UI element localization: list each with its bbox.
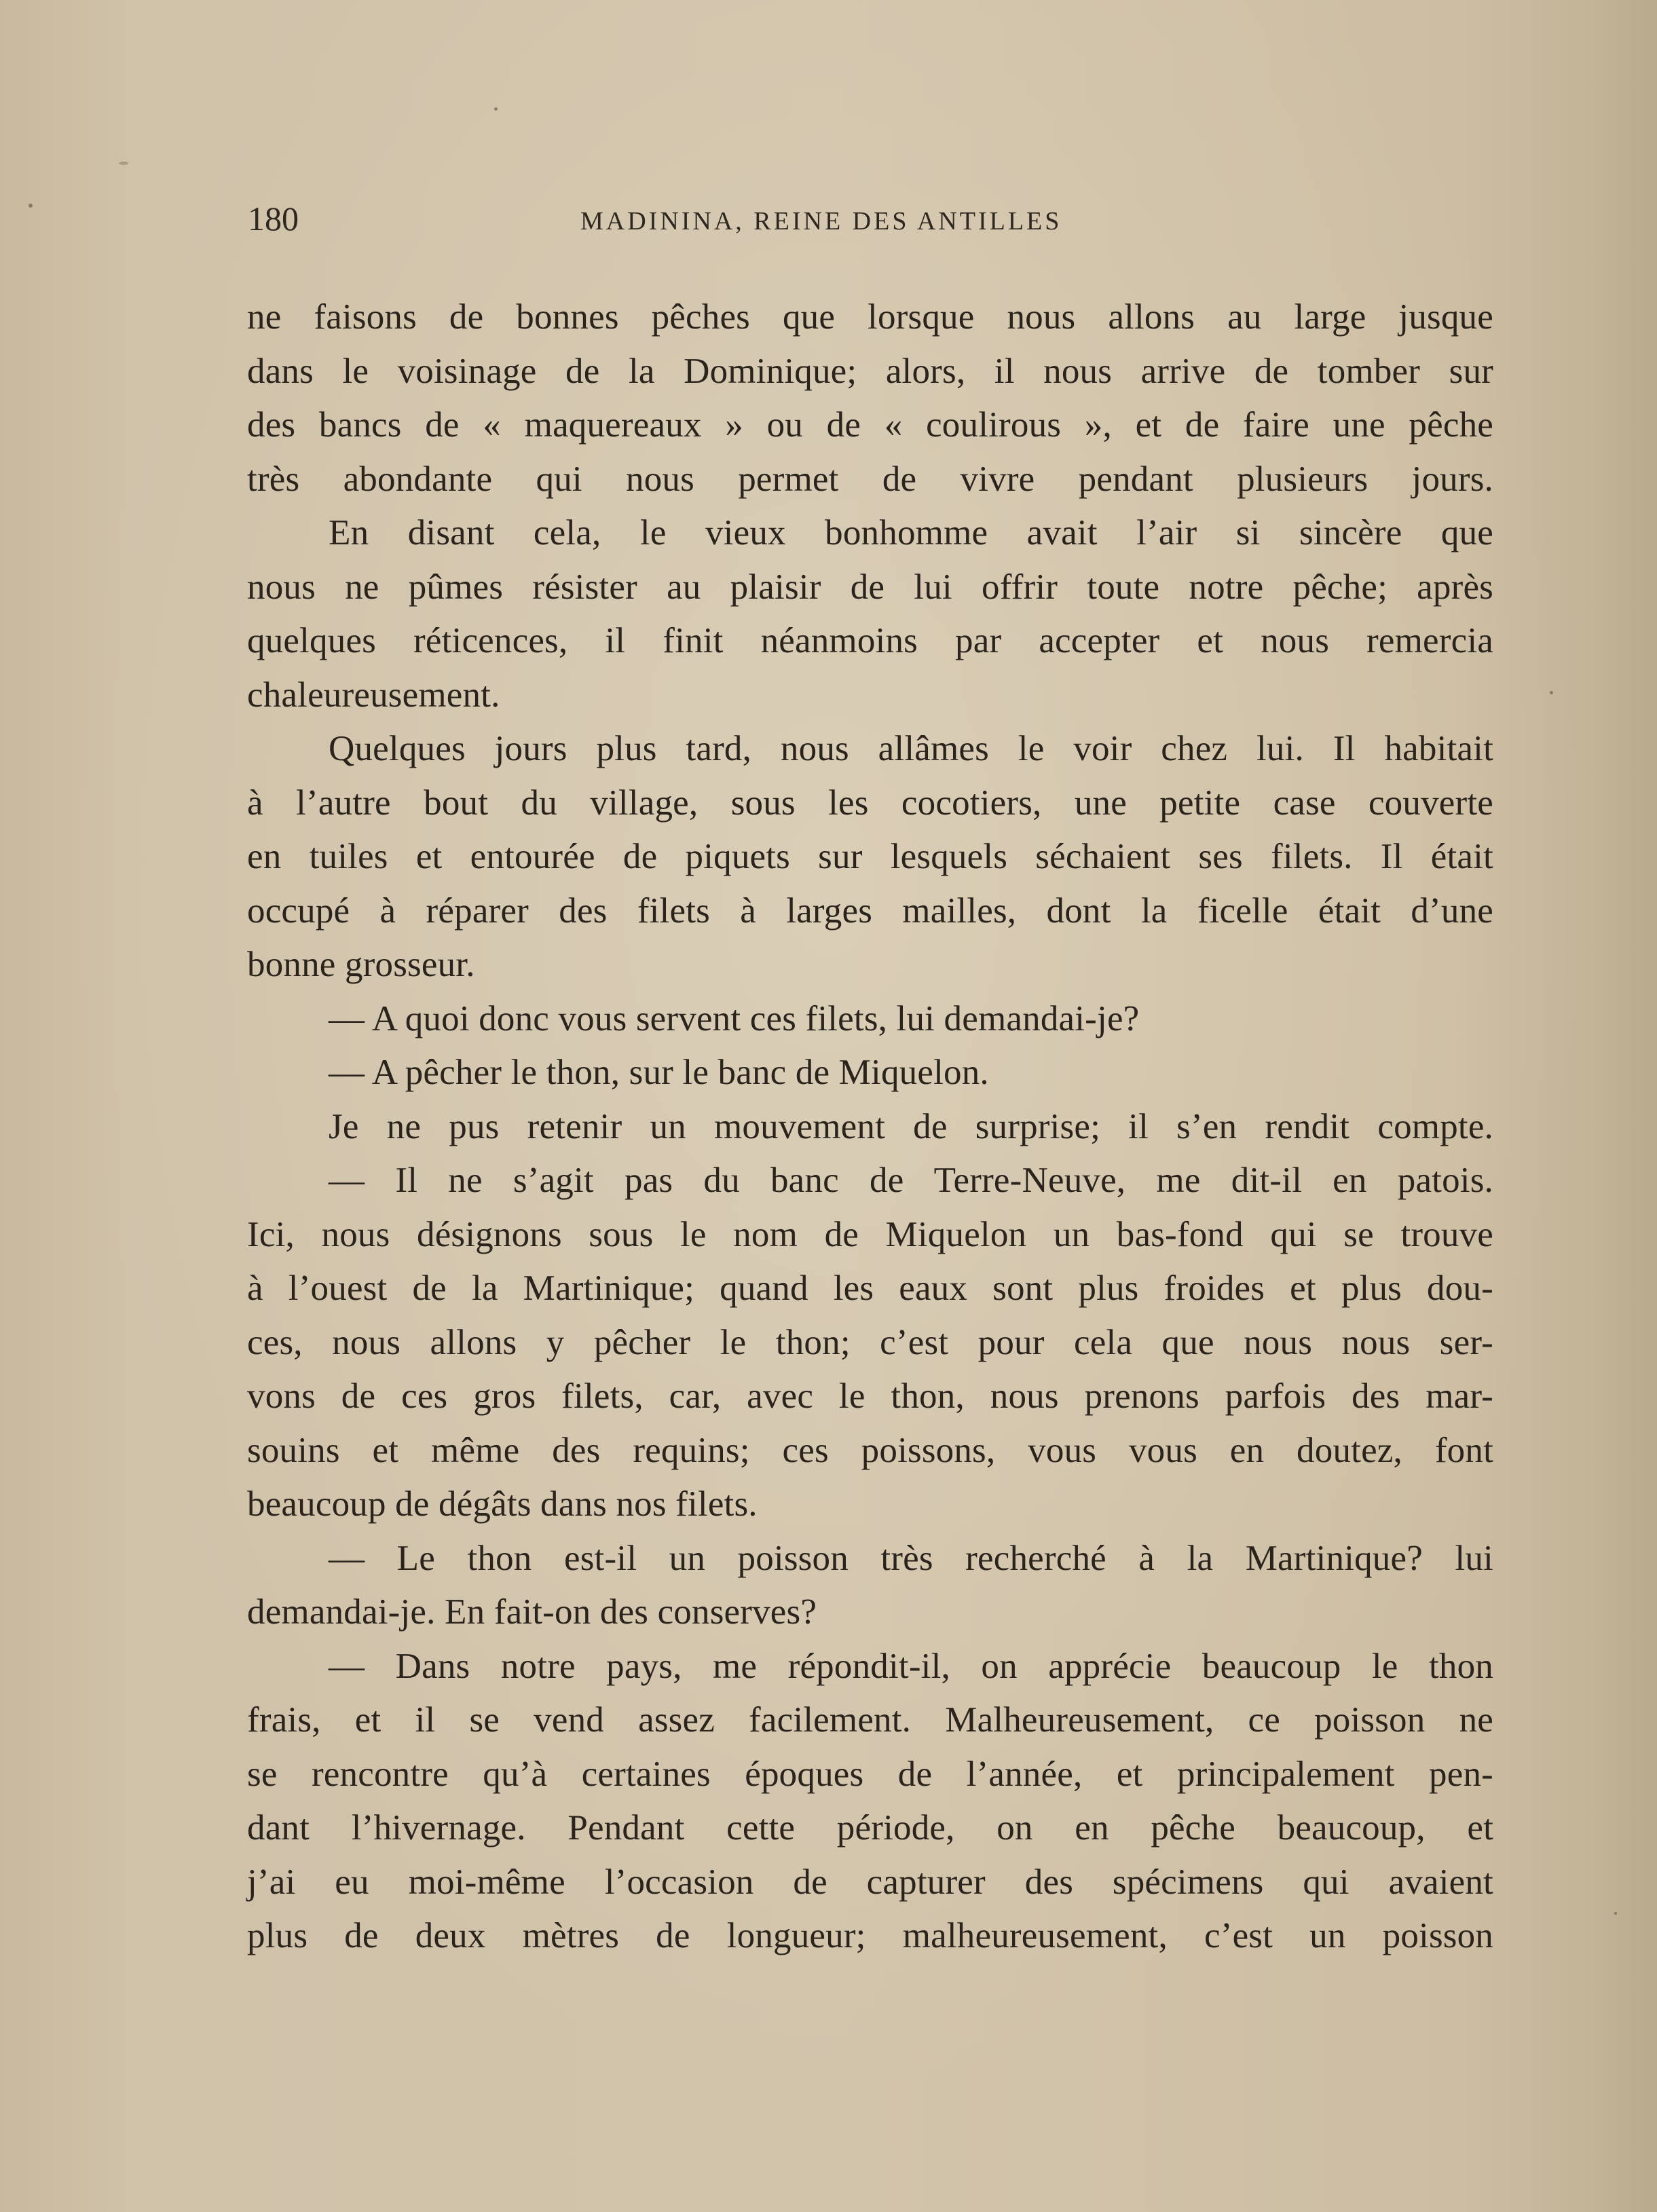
text-line: à l’ouest de la Martinique; quand les eaux sont plus froides et plus dou- [247, 1269, 1493, 1308]
text-line: se rencontre qu’à certaines époques de l’année, et principalement pen- [247, 1754, 1493, 1794]
text-line: Je ne pus retenir un mouvement de surprise; il s’en rendit compte. [329, 1106, 1493, 1146]
text-line: en tuiles et entourée de piquets sur lesquels séchaient ses filets. Il était [247, 837, 1493, 876]
text-line: bonne grosseur. [247, 945, 475, 984]
text-line: En disant cela, le vieux bonhomme avait l’air si sincère que [329, 513, 1493, 552]
text-line: demandai-je. En fait-on des conserves? [247, 1592, 817, 1632]
text-line: vons de ces gros filets, car, avec le thon, nous prenons parfois des mar- [247, 1376, 1493, 1416]
text-line: j’ai eu moi-même l’occasion de capturer des spécimens qui avaient [247, 1862, 1493, 1902]
text-line: souins et même des requins; ces poissons, vous vous en doutez, font [247, 1430, 1493, 1470]
paper-speck [494, 107, 498, 111]
text-line: beaucoup de dégâts dans nos filets. [247, 1484, 758, 1524]
text-line: dans le voisinage de la Dominique; alors, il nous arrive de tomber sur [247, 351, 1493, 391]
text-line: ne faisons de bonnes pêches que lorsque nous allons au large jusque [247, 297, 1493, 337]
paper-speck [1614, 1912, 1617, 1915]
running-title: MADININA, REINE DES ANTILLES [580, 207, 1062, 236]
text-line: à l’autre bout du village, sous les cocotiers, une petite case couverte [247, 783, 1493, 823]
text-line: chaleureusement. [247, 675, 500, 715]
text-line: — Il ne s’agit pas du banc de Terre-Neuve, me dit-il en patois. [329, 1161, 1493, 1200]
paper-speck [1550, 691, 1553, 694]
text-line: dant l’hivernage. Pendant cette période, on en pêche beaucoup, et [247, 1808, 1493, 1848]
text-line: — A pêcher le thon, sur le banc de Miquelon. [329, 1053, 989, 1092]
page-number: 180 [248, 200, 299, 238]
text-line: — Dans notre pays, me répondit-il, on apprécie beaucoup le thon [329, 1646, 1493, 1686]
text-line: — A quoi donc vous servent ces filets, lui demandai-je? [329, 998, 1140, 1038]
text-line: plus de deux mètres de longueur; malheureusement, c’est un poisson [247, 1916, 1493, 1955]
paper-speck [119, 162, 128, 165]
text-line: nous ne pûmes résister au plaisir de lui offrir toute notre pêche; après [247, 567, 1493, 607]
text-line: frais, et il se vend assez facilement. Malheureusement, ce poisson ne [247, 1700, 1493, 1740]
paper-speck [29, 204, 33, 208]
text-line: ces, nous allons y pêcher le thon; c’est pour cela que nous nous ser- [247, 1322, 1493, 1362]
text-line: très abondante qui nous permet de vivre pendant plusieurs jours. [247, 459, 1493, 499]
text-line: — Le thon est-il un poisson très recherché à la Martinique? lui [329, 1538, 1493, 1578]
body-text [247, 290, 1493, 1964]
text-line: quelques réticences, il finit néanmoins par accepter et nous remercia [247, 621, 1493, 660]
text-line: occupé à réparer des filets à larges mailles, dont la ficelle était d’une [247, 891, 1493, 931]
text-line: Ici, nous désignons sous le nom de Miquelon un bas-fond qui se trouve [247, 1214, 1493, 1254]
text-line: des bancs de « maquereaux » ou de « coulirous », et de faire une pêche [247, 405, 1493, 445]
text-line: Quelques jours plus tard, nous allâmes le voir chez lui. Il habitait [329, 729, 1493, 768]
running-header [248, 198, 1490, 239]
